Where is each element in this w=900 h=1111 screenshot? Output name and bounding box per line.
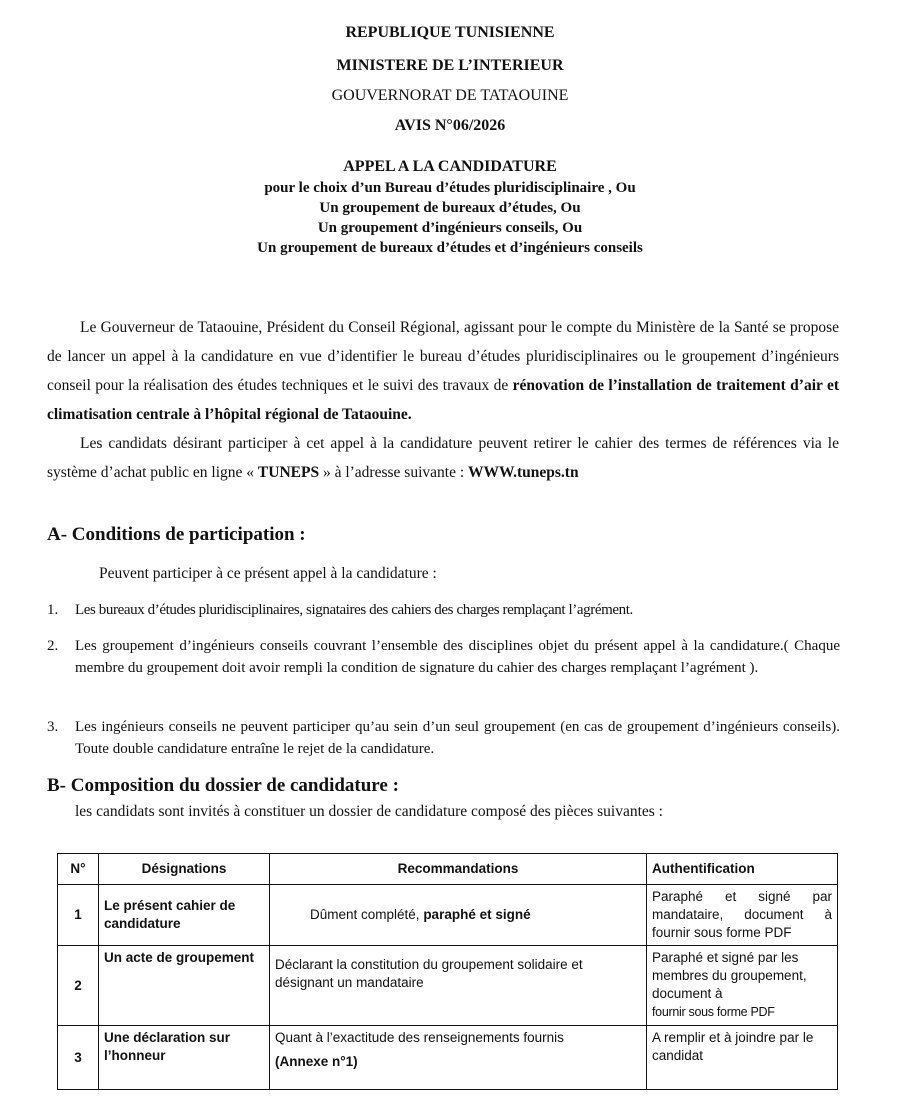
tuneps-url: WWW.tuneps.tn — [468, 464, 579, 481]
title-sub-4: Un groupement de bureaux d’études et d’ingénieurs conseils — [257, 240, 643, 256]
row-authentification: A remplir et à joindre par le candidat — [647, 1026, 838, 1090]
tuneps-name: TUNEPS — [257, 464, 320, 481]
intro-paragraph-1 — [47, 313, 839, 429]
row-number: 3 — [58, 1026, 99, 1090]
condition-number: 1. — [47, 602, 59, 618]
condition-item-2 — [47, 635, 840, 679]
header-number: N° — [58, 854, 99, 885]
table-row — [58, 946, 838, 1026]
intro-paragraph-2 — [47, 429, 839, 487]
section-b-lead: les candidats sont invités à constituer un dossier de candidature composé des pièces suivantes : — [75, 803, 663, 820]
condition-item-3 — [47, 716, 840, 760]
auth-pdf-line: fournir sous forme PDF — [652, 1005, 775, 1019]
intro-p1-bold: rénovation de l’installation de traitement d’air et climatisation centrale à l’hôpital régional de Tataouine. — [47, 377, 840, 423]
title-sub-2: Un groupement de bureaux d’études, Ou — [319, 200, 581, 216]
title-sub-1: pour le choix d’un Bureau d’études pluridisciplinaire , Ou — [264, 180, 636, 196]
header-authentification: Authentification — [647, 854, 838, 885]
row-designation: Un acte de groupement — [99, 946, 270, 1026]
intro-p2-text-1: Les candidats désirant participer à cet appel à la candidature peuvent retirer le cahier des termes de références via le système d’achat public en ligne « — [47, 435, 839, 481]
section-a-title: A- Conditions de participation : — [47, 524, 306, 545]
row-recommandation — [270, 885, 647, 946]
row-recommandation — [270, 946, 647, 1026]
condition-item-1 — [47, 599, 840, 621]
row-number: 1 — [58, 885, 99, 946]
condition-text: Les groupement d’ingénieurs conseils couvrant l’ensemble des disciplines objet du présent appel à la candidature.( Chaque membre du groupement doit avoir rempli la condition de signature du cahier des charges remplaçant l’agrément ). — [75, 638, 840, 676]
intro-text — [47, 313, 839, 487]
header-republic: REPUBLIQUE TUNISIENNE — [345, 24, 555, 41]
rec-text: Quant à l’exactitude des renseignements fournis — [275, 1030, 564, 1045]
header-recommandations: Recommandations — [270, 854, 647, 885]
row-number: 2 — [58, 946, 99, 1026]
rec-text: Déclarant la constitution du groupement solidaire et désignant un mandataire — [275, 957, 583, 990]
row-authentification: Paraphé et signé par mandataire, document à fournir sous forme PDF — [647, 885, 838, 946]
row-authentification — [647, 946, 838, 1026]
header-avis-number: AVIS N°06/2026 — [394, 117, 506, 134]
header-ministry: MINISTERE DE L’INTERIEUR — [336, 57, 564, 74]
rec-bold: paraphé et signé — [423, 907, 531, 922]
header-designations: Désignations — [99, 854, 270, 885]
condition-text: Les bureaux d’études pluridisciplinaires, signataires des cahiers des charges remplaçant l’agrément. — [75, 602, 633, 618]
dossier-table — [57, 853, 838, 1090]
condition-number: 3. — [47, 719, 59, 735]
row-recommandation — [270, 1026, 647, 1090]
intro-p1-text: Le Gouverneur de Tataouine, Président du Conseil Régional, agissant pour le compte du Ministère de la Santé se propose de lancer un appel à la candidature en vue d’identifier le bureau d’études pluridisciplinaires ou le groupement d’ingénieurs conseil pour la réalisation des études techniques et le suivi des travaux de — [47, 319, 839, 394]
title-main: APPEL A LA CANDIDATURE — [343, 158, 557, 175]
table-row — [58, 885, 838, 946]
section-a-lead: Peuvent participer à ce présent appel à la candidature : — [99, 565, 437, 582]
intro-p2-text-2: » à l’adresse suivante : — [319, 464, 469, 481]
rec-text: Dûment complété, — [310, 907, 424, 922]
row-designation: Une déclaration sur l’honneur — [99, 1026, 270, 1090]
header-governorate: GOUVERNORAT DE TATAOUINE — [331, 87, 569, 104]
condition-text: Les ingénieurs conseils ne peuvent participer qu’au sein d’un seul groupement (en cas de groupement d’ingénieurs conseils). Toute double candidature entraîne le rejet de la candidature. — [75, 719, 840, 757]
table-header-row — [58, 854, 838, 885]
row-designation: Le présent cahier de candidature — [99, 885, 270, 946]
rec-annex: (Annexe n°1) — [275, 1054, 358, 1069]
condition-number: 2. — [47, 638, 59, 654]
section-b-title: B- Composition du dossier de candidature : — [47, 775, 399, 796]
table-row — [58, 1026, 838, 1090]
title-sub-3: Un groupement d’ingénieurs conseils, Ou — [317, 220, 583, 236]
auth-text: Paraphé et signé par les membres du groupement, document à — [652, 950, 807, 1001]
